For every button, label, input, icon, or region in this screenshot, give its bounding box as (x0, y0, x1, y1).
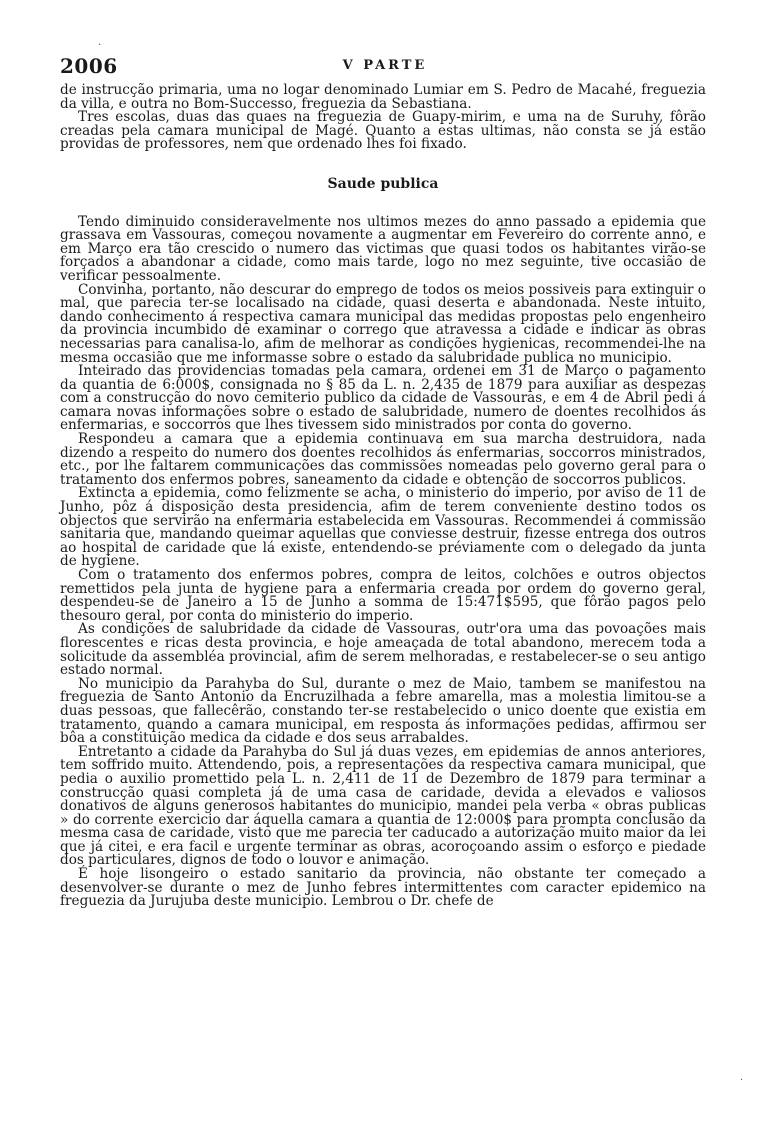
scan-speck: · (98, 40, 102, 51)
intro-paragraph-2: Tres escolas, duas das quaes na freguezia de Guapy-mirim, e uma na de Suruhy, fôrão creadas pela camara municipal de Magé. Quanto a estas ultimas, não consta se já estão providas de professores, nem que ordenado lhes foi fixado. (60, 109, 706, 153)
part-title: V PARTE (342, 58, 428, 73)
paragraph: No municipio da Parahyba do Sul, durante o mez de Maio, tambem se manifestou na freguezia de Santo Antonio da Encruzilhada a febre amarella, mas a molestia limitou-se a duas pessoas, que fallecêrão, constando ter-se restabelecido o unico doente que existia em tratamento, quando a camara municipal, em resposta ás informações pedidas, affirmou ser bôa a constituição medica da cidade e dos seus arrabaldes. (60, 675, 706, 747)
intro-paragraph-1: de instrucção primaria, uma no logar denominado Lumiar em S. Pedro de Macahé, freguezia da villa, e outra no Bom-Successo, freguezia da Sebastiana. (60, 82, 706, 112)
paragraph: Tendo diminuido consideravelmente nos ultimos mezes do anno passado a epidemia que grassava em Vassouras, começou novamente a augmentar em Fevereiro do corrente anno, e em Março era tão crescido o numero das victimas que quasi todos os habitantes virão-se forçados a abandonar a cidade, como mais tarde, logo no mez seguinte, tive occasião de verificar pessoalmente. (60, 213, 706, 284)
page-header (60, 54, 710, 80)
page-number: 2006 (60, 54, 118, 78)
scan-speck: · (740, 1075, 744, 1086)
paragraph: É hoje lisongeiro o estado sanitario da provincia, não obstante ter começado a desenvolver-se durante o mez de Junho febres intermittentes com caracter epidemico na freguezia da Jurujuba deste municipio. Lembrou o Dr. chefe de (60, 866, 706, 910)
paragraph: As condições de salubridade da cidade de Vassouras, outr'ora uma das povoações mais florescentes e ricas desta provincia, e hoje ameaçada de total abandono, merecem toda a solicitude da assembléa provincial, afim de serem melhoradas, e restabelecer-se o seu antigo estado normal. (60, 621, 706, 679)
section-heading: Saude publica (327, 175, 439, 192)
paragraph: Respondeu a camara que a epidemia continuava em sua marcha destruidora, nada dizendo a respeito do numero dos doentes recolhidos ás enfermarias, soccorros ministrados, etc., por lhe faltarem communicações das commissões nomeadas pelo governo geral para o tratamento dos enfermos pobres, saneamento da cidade e obtenção de soccorros publicos. (60, 431, 706, 488)
paragraph: Extincta a epidemia, como felizmente se acha, o ministerio do imperio, por aviso de 11 de Junho, pôz á disposição desta presidencia, afim de terem conveniente destino todos os objectos que servirão na enfermaria estabelecida em Vassouras. Recommendei á commissão sanitaria que, mandando queimar aquellas que conviesse destruir, fizesse entrega dos outros ao hospital de caridade que lá existe, entendendo-se préviamente com o delegado da junta de hygiene. (60, 485, 706, 570)
paragraph: Convinha, portanto, não descurar do emprego de todos os meios possiveis para extinguir o mal, que parecia ter-se localisado na cidade, quasi deserta e abandonada. Neste intuito, dando conhecimento á respectiva camara municipal das medidas propostas pelo engenheiro da provincia incumbido de examinar o corrego que atravessa a cidade e indicar as obras necessarias para canalisa-lo, afim de melhorar as condições hygienicas, recommendei-lhe na mesma occasião que me informasse sobre o estado da salubridade publica no municipio. (60, 281, 706, 366)
paragraph: Entretanto a cidade da Parahyba do Sul já duas vezes, em epidemias de annos anteriores, tem soffrido muito. Attendendo, pois, a representações da respectiva camara municipal, que pedia o auxilio promettido pela L. n. 2,411 de 11 de Dezembro de 1879 para terminar a construcção quasi completa já de uma casa de caridade, devida a elevados e valiosos donativos de alguns generosos habitantes do municipio, mandei pela verba « obras publicas » do corrente exercicio dar áquella camara a quantia de 12:000$ para prompta conclusão da mesma casa de caridade, visto que me parecia ter caducado a autorização muito maior da lei que já citei, e era facil e urgente terminar as obras, acoroçoando assim o esforço e piedade dos particulares, dignos de todo o louvor e animação. (60, 743, 706, 869)
paragraph: Inteirado das providencias tomadas pela camara, ordenei em 31 de Março o pagamento da quantia de 6:000$, consignada no § 85 da L. n. 2,435 de 1879 para auxiliar as despezas com a construcção do novo cemiterio publico da cidade de Vassouras, e em 4 de Abril pedi á camara novas informações sobre o estado de salubridade, numero de doentes recolhidos ás enfermarias, e soccorros que lhes tivessem sido ministrados por conta do governo. (60, 363, 706, 434)
paragraph: Com o tratamento dos enfermos pobres, compra de leitos, colchões e outros objectos remettidos pela junta de hygiene para a enfermaria creada por ordem do governo geral, despendeu-se de Janeiro a 15 de Junho a somma de 15:471$595, que fôrão pagos pelo thesouro geral, por conta do ministerio do imperio. (60, 567, 706, 624)
document-body (60, 84, 706, 909)
